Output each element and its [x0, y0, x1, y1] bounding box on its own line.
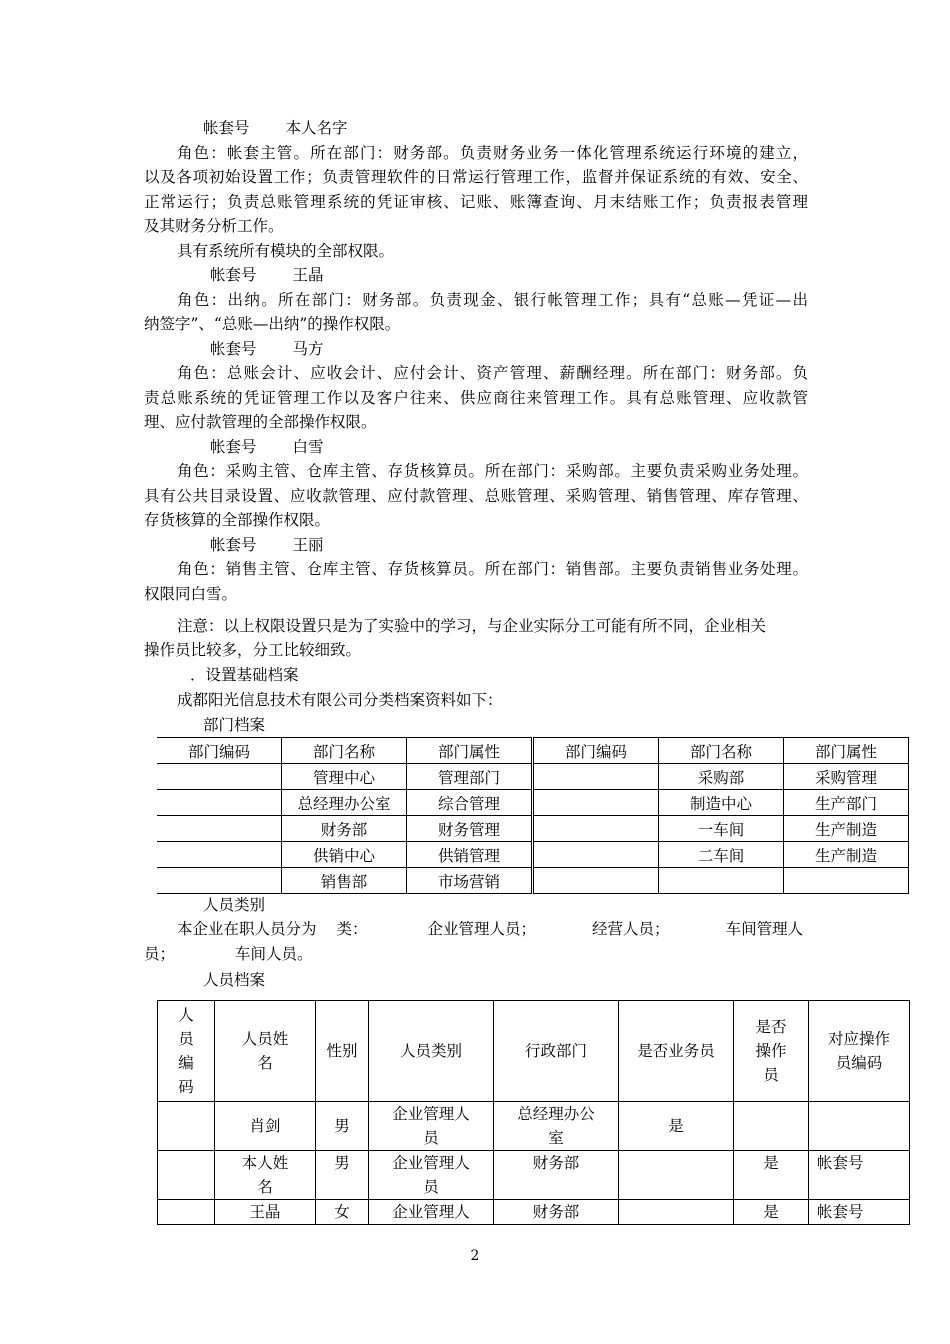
dept-header-cell: 部门属性 — [407, 738, 533, 764]
staff-cell: 是 — [734, 1151, 809, 1200]
dept-cell: 销售部 — [282, 868, 407, 894]
account-header — [210, 437, 324, 457]
dept-row — [157, 764, 909, 790]
dept-row — [157, 790, 909, 816]
staff-header-cell: 是否业务员 — [619, 1001, 734, 1102]
dept-cell: 采购管理 — [784, 764, 909, 790]
staff-header-cell: 人员姓 名 — [215, 1001, 316, 1102]
account-desc-line: 角色：出纳。所在部门：财务部。负责现金、银行帐管理工作；具有“总账—凭证—出 — [177, 290, 808, 309]
dept-row — [157, 816, 909, 842]
dept-header-row — [157, 738, 909, 764]
intro-text: 成都阳光信息技术有限公司分类档案资料如下： — [177, 691, 503, 709]
staff-cell: 王晶 — [215, 1200, 316, 1225]
account-desc-line: 具有系统所有模块的全部权限。 — [177, 241, 395, 260]
account-label: 帐套号 — [203, 119, 250, 137]
dept-cell: 制造中心 — [659, 790, 784, 816]
account-user-name: 本人名字 — [285, 119, 348, 137]
dept-title: 部门档案 — [203, 716, 266, 734]
dept-row — [157, 842, 909, 868]
dept-cell — [157, 842, 282, 868]
account-desc-line: 以及各项初始设置工作；负责管理软件的日常运行管理工作，监督并保证系统的有效、安全、 — [144, 168, 808, 186]
staff-cell: 财务部 — [494, 1151, 619, 1200]
staff-header-cell: 人 员 编 码 — [158, 1001, 215, 1102]
dept-cell — [157, 868, 282, 894]
dept-cell: 采购部 — [659, 764, 784, 790]
staff-cell — [809, 1102, 910, 1151]
dept-cell: 供销管理 — [407, 842, 533, 868]
dept-header-cell: 部门属性 — [784, 738, 909, 764]
dept-cell: 供销中心 — [282, 842, 407, 868]
staff-cell: 女 — [316, 1200, 369, 1225]
dept-cell — [784, 868, 909, 894]
dept-cell: 管理中心 — [282, 764, 407, 790]
dept-cell: 市场营销 — [407, 868, 533, 894]
staff-cell: 男 — [316, 1151, 369, 1200]
account-label: 帐套号 — [210, 437, 257, 456]
account-user-name: 王晶 — [292, 266, 324, 284]
dept-cell: 财务部 — [282, 816, 407, 842]
dept-cell: 财务管理 — [407, 816, 533, 842]
staff-title: 人员档案 — [203, 971, 266, 989]
account-desc-line: 具有公共目录设置、应收款管理、应付款管理、总账管理、采购管理、销售管理、库存管理、 — [144, 486, 808, 505]
staff-cell — [619, 1151, 734, 1200]
category-line-2: 员； 车间人员。 — [144, 945, 313, 963]
staff-row — [158, 1200, 910, 1225]
staff-header-cell: 性别 — [316, 1001, 369, 1102]
account-desc-line: 正常运行；负责总账管理系统的凭证审核、记账、账簿查询、月末结账工作；负责报表管理 — [144, 192, 808, 211]
staff-row — [158, 1102, 910, 1151]
account-header — [210, 265, 324, 285]
note-line-1: 注意：以上权限设置只是为了实验中的学习，与企业实际分工可能有所不同，企业相关 — [177, 617, 767, 635]
dept-cell — [533, 868, 659, 894]
page-number: 2 — [470, 1248, 480, 1264]
staff-header-cell: 行政部门 — [494, 1001, 619, 1102]
category-line-1: 本企业在职人员分为 类： 企业管理人员； 经营人员； 车间管理人 — [177, 920, 804, 938]
staff-cell — [619, 1200, 734, 1225]
dept-cell — [659, 868, 784, 894]
account-label: 帐套号 — [210, 535, 257, 554]
account-header — [210, 535, 324, 555]
account-desc-line: 权限同白雪。 — [144, 584, 238, 603]
dept-cell — [157, 816, 282, 842]
staff-header-cell: 是否 操作 员 — [734, 1001, 809, 1102]
staff-cell: 企业管理人 — [369, 1200, 494, 1225]
dept-cell — [533, 816, 659, 842]
staff-cell: 企业管理人 员 — [369, 1102, 494, 1151]
dept-cell: 生产部门 — [784, 790, 909, 816]
dept-cell: 管理部门 — [407, 764, 533, 790]
dept-cell: 综合管理 — [407, 790, 533, 816]
dept-cell — [157, 790, 282, 816]
dept-header-cell: 部门编码 — [533, 738, 659, 764]
account-label: 帐套号 — [210, 339, 257, 358]
staff-cell: 是 — [619, 1102, 734, 1151]
staff-cell: 是 — [734, 1200, 809, 1225]
category-title: 人员类别 — [203, 896, 266, 914]
staff-cell: 肖剑 — [215, 1102, 316, 1151]
account-user-name: 马方 — [292, 339, 324, 358]
staff-cell: 财务部 — [494, 1200, 619, 1225]
staff-table — [157, 1000, 910, 1225]
account-user-name: 王丽 — [292, 535, 324, 554]
staff-cell: 帐套号 — [809, 1151, 910, 1200]
staff-cell — [158, 1200, 215, 1225]
note-line-2: 操作员比较多，分工比较细致。 — [144, 641, 362, 659]
account-desc-line: 角色：采购主管、仓库主管、存货核算员。所在部门：采购部。主要负责采购业务处理。 — [177, 462, 808, 480]
dept-cell — [533, 842, 659, 868]
account-desc-line: 存货核算的全部操作权限。 — [144, 511, 331, 529]
staff-cell: 男 — [316, 1102, 369, 1151]
dept-cell — [157, 764, 282, 790]
dept-cell: 生产制造 — [784, 842, 909, 868]
dept-cell: 总经理办公室 — [282, 790, 407, 816]
dept-cell — [533, 764, 659, 790]
account-header — [210, 339, 324, 359]
account-desc-line: 纳签字”、“总账—出纳”的操作权限。 — [144, 315, 401, 333]
account-desc-line: 角色：总账会计、应收会计、应付会计、资产管理、薪酬经理。所在部门：财务部。负 — [177, 364, 808, 382]
staff-cell: 本人姓 名 — [215, 1151, 316, 1200]
department-table — [157, 737, 909, 894]
dept-header-cell: 部门编码 — [157, 738, 282, 764]
staff-cell: 帐套号 — [809, 1200, 910, 1225]
dept-row — [157, 868, 909, 894]
staff-cell — [734, 1102, 809, 1151]
dept-cell: 生产制造 — [784, 816, 909, 842]
dept-header-cell: 部门名称 — [659, 738, 784, 764]
account-desc-line: 理、应付款管理的全部操作权限。 — [144, 413, 377, 431]
staff-header-cell: 人员类别 — [369, 1001, 494, 1102]
account-desc-line: 角色：帐套主管。所在部门：财务部。负责财务业务一体化管理系统运行环境的建立， — [177, 143, 808, 162]
staff-header-cell: 对应操作 员编码 — [809, 1001, 910, 1102]
staff-cell — [158, 1102, 215, 1151]
dept-header-cell: 部门名称 — [282, 738, 407, 764]
account-user-name: 白雪 — [292, 437, 324, 456]
account-header — [203, 118, 348, 138]
staff-cell: 企业管理人 员 — [369, 1151, 494, 1200]
account-label: 帐套号 — [210, 266, 257, 284]
account-desc-line: 责总账系统的凭证管理工作以及客户往来、供应商往来管理工作。具有总账管理、应收款管 — [144, 388, 808, 407]
dept-cell: 一车间 — [659, 816, 784, 842]
staff-cell: 总经理办公 室 — [494, 1102, 619, 1151]
staff-cell — [158, 1151, 215, 1200]
account-desc-line: 角色：销售主管、仓库主管、存货核算员。所在部门：销售部。主要负责销售业务处理。 — [177, 560, 808, 578]
dept-cell: 二车间 — [659, 842, 784, 868]
section-title: ．设置基础档案 — [190, 666, 299, 684]
dept-cell — [533, 790, 659, 816]
account-desc-line: 及其财务分析工作。 — [144, 217, 284, 235]
staff-row — [158, 1151, 910, 1200]
